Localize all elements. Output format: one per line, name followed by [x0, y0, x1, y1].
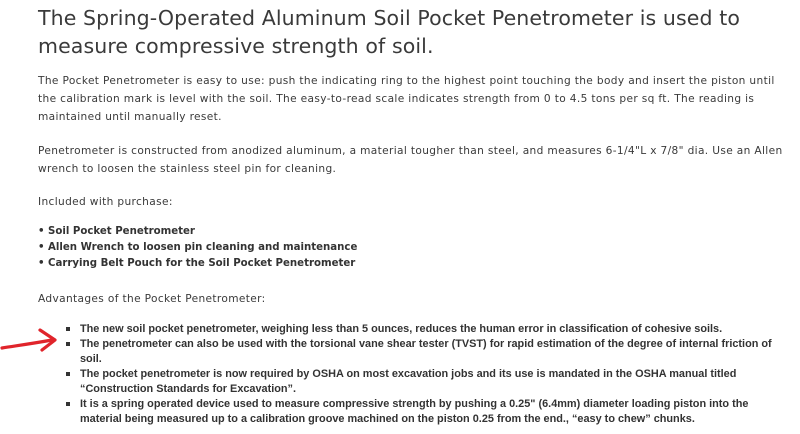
- included-list: [38, 224, 357, 272]
- bullet-square-icon: [66, 402, 70, 406]
- list-item: • Allen Wrench to loosen pin cleaning and maintenance: [38, 240, 357, 256]
- advantages-heading: Advantages of the Pocket Penetrometer:: [38, 293, 266, 305]
- included-heading: Included with purchase:: [38, 196, 173, 208]
- red-arrow-icon: [0, 326, 62, 360]
- construction-paragraph: Penetrometer is constructed from anodized aluminum, a material tougher than steel, and measures 6-1/4"L x 7/8" dia. Use an Allen wrench to loosen the stainless steel pin for cleaning.: [38, 145, 783, 175]
- bullet-square-icon: [66, 327, 70, 331]
- bullet-square-icon: [66, 342, 70, 346]
- list-item: The penetrometer can also be used with the torsional vane shear tester (TVST) for rapid estimation of the degree of internal friction of soil.: [38, 337, 786, 367]
- list-item: • Carrying Belt Pouch for the Soil Pocket Penetrometer: [38, 256, 357, 272]
- page-title: The Spring-Operated Aluminum Soil Pocket Penetrometer is used to measure compressive strength of soil.: [38, 6, 741, 58]
- intro-paragraph: The Pocket Penetrometer is easy to use: push the indicating ring to the highest point touching the body and insert the piston until the calibration mark is level with the soil. The easy-to-read scale indicates strength from 0 to 4.5 tons per sq ft. The reading is maintained until manually reset.: [38, 75, 775, 123]
- list-item: It is a spring operated device used to measure compressive strength by pushing a 0.25" (6.4mm) diameter loading piston into the material being measured up to a calibration groove machined on the piston 0.25 from the end., “easy to chew” chunks.: [38, 397, 786, 427]
- bullet-square-icon: [66, 372, 70, 376]
- list-item: The new soil pocket penetrometer, weighing less than 5 ounces, reduces the human error in classification of cohesive soils.: [38, 322, 786, 337]
- list-item: • Soil Pocket Penetrometer: [38, 224, 357, 240]
- advantages-list: [38, 322, 786, 427]
- list-item: The pocket penetrometer is now required by OSHA on most excavation jobs and its use is mandated in the OSHA manual titled “Construction Standards for Excavation”.: [38, 367, 786, 397]
